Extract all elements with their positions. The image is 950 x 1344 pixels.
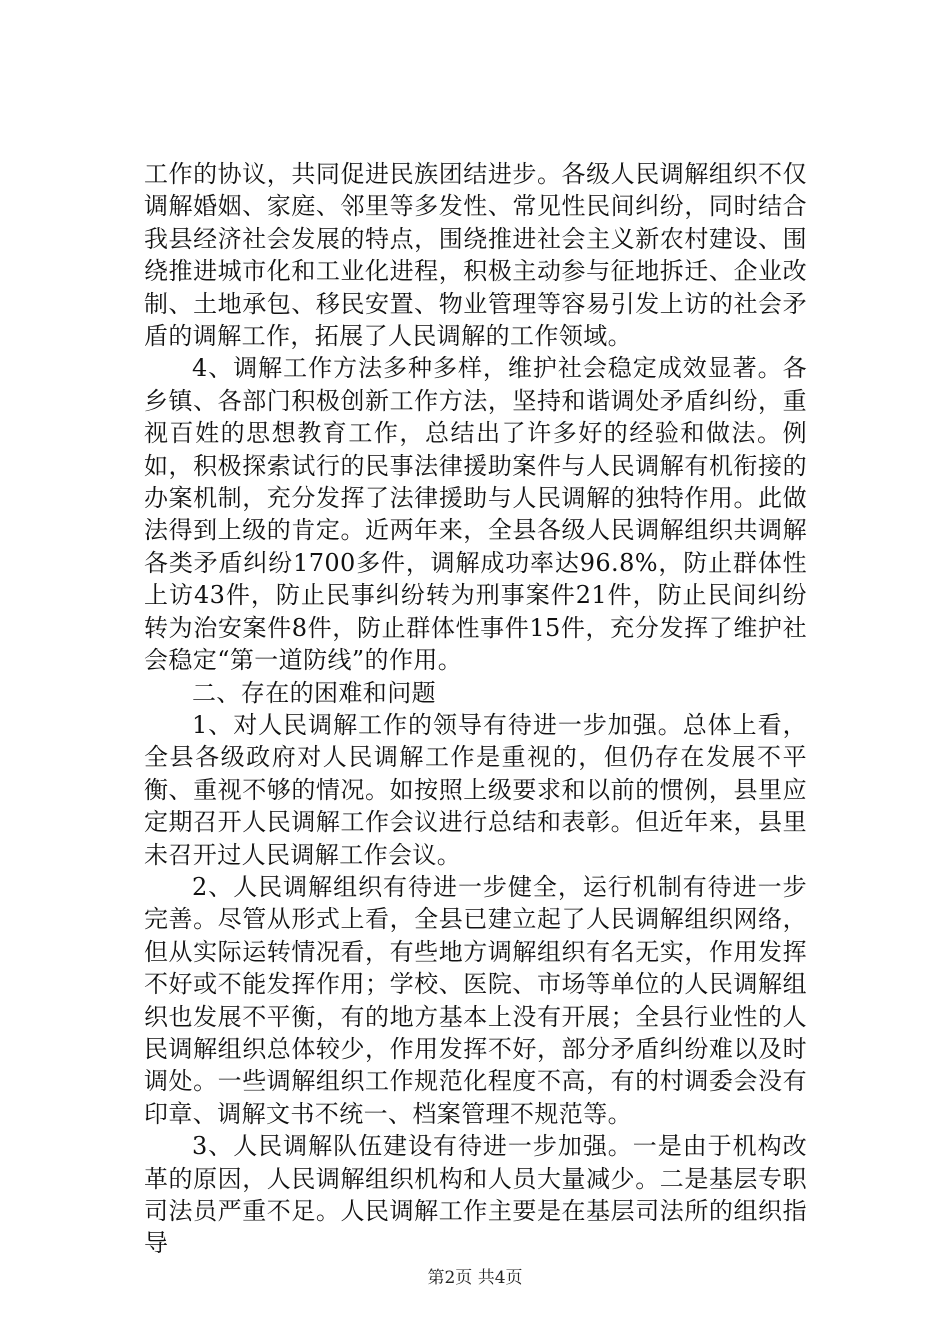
page-footer: 第2页 共4页: [427, 1268, 523, 1288]
paragraph-1: 工作的协议，共同促进民族团结进步。各级人民调解组织不仅调解婚姻、家庭、邻里等多发性、常见性民间纠纷，同时结合我县经济社会发展的特点，围绕推进社会主义新农村建设、围绕推进城市化和工业化进程，积极主动参与征地拆迁、企业改制、土地承包、移民安置、物业管理等容易引发上访的社会矛盾的调解工作，拓展了人民调解的工作领域。: [144, 160, 807, 351]
document-body: [144, 158, 807, 1260]
paragraph-4: 2、人民调解组织有待进一步健全，运行机制有待进一步完善。尽管从形式上看，全县已建立起了人民调解组织网络，但从实际运转情况看，有些地方调解组织有名无实，作用发挥不好或不能发挥作用；学校、医院、市场等单位的人民调解组织也发展不平衡，有的地方基本上没有开展；全县行业性的人民调解组织总体较少，作用发挥不好，部分矛盾纠纷难以及时调处。一些调解组织工作规范化程度不高，有的村调委会没有印章、调解文书不统一、档案管理不规范等。: [144, 872, 807, 1128]
section-heading: 二、存在的困难和问题: [192, 678, 436, 707]
paragraph-3: 1、对人民调解工作的领导有待进一步加强。总体上看，全县各级政府对人民调解工作是重视的，但仍存在发展不平衡、重视不够的情况。如按照上级要求和以前的惯例，县里应定期召开人民调解工作会议进行总结和表彰。但近年来，县里未召开过人民调解工作会议。: [144, 710, 807, 869]
paragraph-5: 3、人民调解队伍建设有待进一步加强。一是由于机构改革的原因，人民调解组织机构和人员大量减少。二是基层专职司法员严重不足。人民调解工作主要是在基层司法所的组织指导: [144, 1132, 807, 1258]
paragraph-2: 4、调解工作方法多种多样，维护社会稳定成效显著。各乡镇、各部门积极创新工作方法，坚持和谐调处矛盾纠纷，重视百姓的思想教育工作，总结出了许多好的经验和做法。例如，积极探索试行的民事法律援助案件与人民调解有机衔接的办案机制，充分发挥了法律援助与人民调解的独特作用。此做法得到上级的肯定。近两年来，全县各级人民调解组织共调解各类矛盾纠纷1700多件，调解成功率达96.8%，防止群体性上访43件，防止民事纠纷转为刑事案件21件，防止民间纠纷转为治安案件8件，防止群体性事件15件，充分发挥了维护社会稳定“第一道防线”的作用。: [144, 354, 807, 675]
